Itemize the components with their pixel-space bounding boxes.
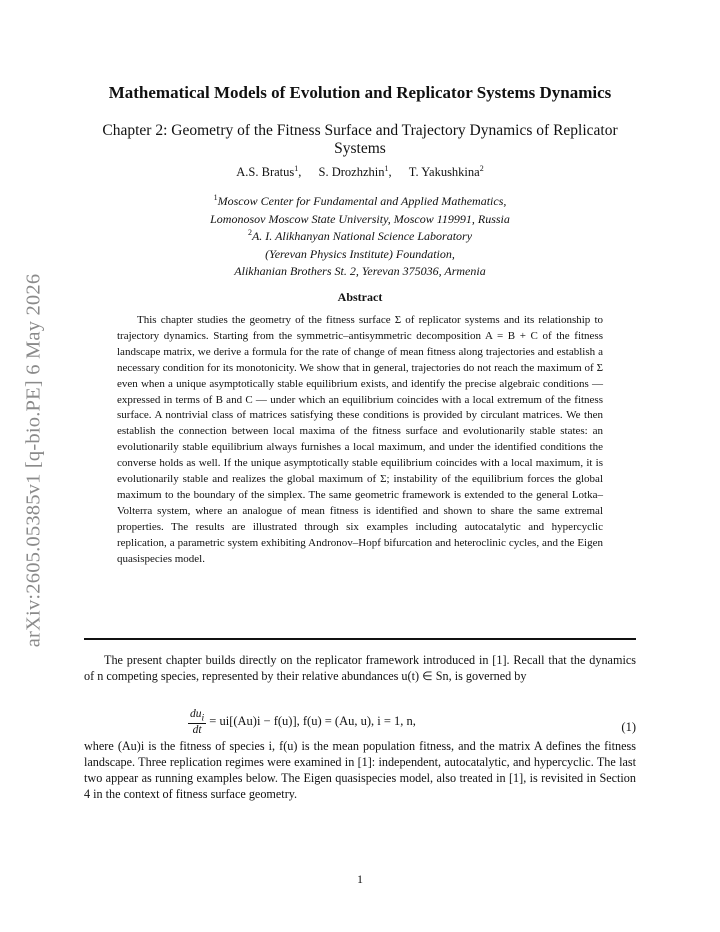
equation-rhs: = ui[(Au)i − f(u)], f(u) = (Au, u), i = 1, n, <box>209 714 416 729</box>
equation-body <box>188 708 416 736</box>
derivative-fraction: $\frac{du_i}{dt}$ <box>190 708 205 737</box>
abstract-text: This chapter studies the geometry of the fitness surface Σ of replicator systems and its relationship to trajectory dynamics. Starting from the symmetric–antisymmetric decomposition A = B + C of the fitness landscape matrix, we derive a formula for the rate of change of mean fitness along trajectories and establish a necessary condition for its monotonicity. We show that in general, trajectories do not reach the maximum of Σ even when a unique asymptotically stable equilibrium exists, and identify the precise algebraic conditions — expressed in terms of B and C — under which an equilibrium coincides with a local extremum of the fitness surface. A nontrivial class of matrices satisfying these conditions is provided by circulant matrices. We then establish the connection between local maxima of the fitness surface and evolutionarily stable states: an evolutionarily stable equilibrium always furnishes a local maximum, and under the identified conditions the converse holds as well. If the unique asymptotically stable equilibrium coincides with a local maximum, it is evolutionarily stable and realizes the global maximum of Σ; instability of the equilibrium forces the global maximum to the boundary of the simplex. The same geometric framework is extended to the general Lotka–Volterra system, where an analogue of mean fitness is identified and shown to share the same extremal properties. The results are illustrated through six examples including autocatalytic and hypercyclic replication, a parametric system exhibiting Andronov–Hopf bifurcation and heteroclinic cycles, and the Eigen quasispecies model. <box>117 314 603 565</box>
page-number: 1 <box>357 872 363 886</box>
affiliation-2: $^2$A. I. Alikhanyan National Science Laboratory (Yerevan Physics Institute) Foundation, Alikhanian Brothers St. 2, Yerevan 375036, Armenia <box>234 228 486 278</box>
arxiv-stamp <box>14 250 54 670</box>
chapter-subtitle: Chapter 2: Geometry of the Fitness Surface and Trajectory Dynamics of Replicator Systems <box>102 122 618 157</box>
author-1: A.S. Bratus$^1$, <box>236 164 302 180</box>
intro-paragraph: The present chapter builds directly on the replicator framework introduced in [1]. Recall that the dynamics of n competing species, represented by their relative abundances u(t) ∈ Sn, is governed by <box>84 653 636 683</box>
arxiv-id-text: arXiv:2605.05385v1 [q-bio.PE] 6 May 2026 <box>22 273 45 647</box>
author-3: T. Yakushkina$^2$ <box>408 164 484 180</box>
section-divider <box>84 638 636 640</box>
definition-paragraph: where (Au)i is the fitness of species i, f(u) is the mean population fitness, and the matrix A defines the fitness landscape. Three replication regimes were examined in [1]: independent, autocatalytic, and hypercyclic. The last two appear as running examples below. The Eigen quasispecies model, also treated in [1], is revisited in Section 4 in the context of fitness surface geometry. <box>84 739 636 801</box>
author-list <box>84 164 636 180</box>
equation-number: (1) <box>621 720 636 734</box>
affiliation-1: $^1$Moscow Center for Fundamental and Applied Mathematics, Lomonosov Moscow State University, Moscow 119991, Russia <box>210 193 510 226</box>
paper-title: Mathematical Models of Evolution and Replicator Systems Dynamics <box>108 83 612 102</box>
abstract-heading: Abstract <box>337 290 383 304</box>
author-2: S. Drozhzhin$^1$, <box>318 164 392 180</box>
